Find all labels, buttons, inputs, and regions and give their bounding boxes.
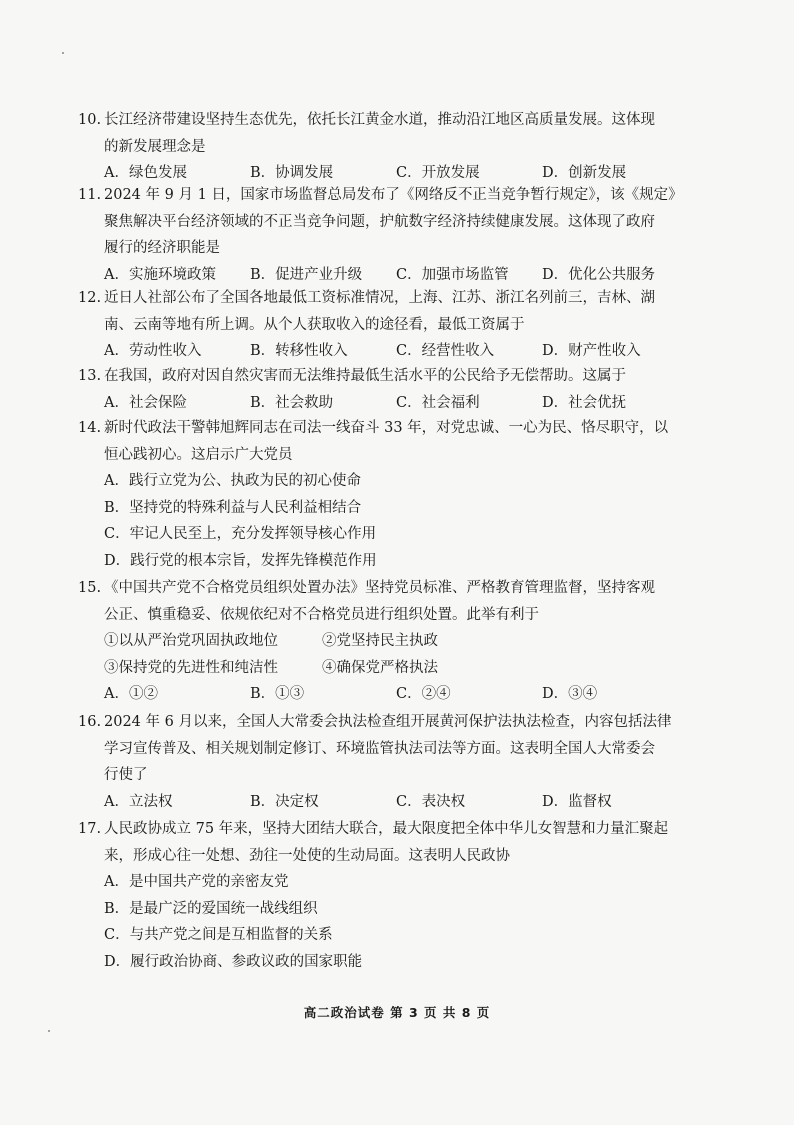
option-c: C．表决权 [396, 793, 466, 810]
question-11 [78, 182, 718, 288]
question-text: 南、云南等地有所上调。从个人获取收入的途径看，最低工资属于 [104, 316, 525, 333]
question-number: 16. [78, 714, 102, 730]
question-text: 行使了 [104, 767, 148, 783]
option-c: C．与共产党之间是互相监督的关系 [104, 927, 333, 943]
question-15 [78, 575, 718, 708]
option-a: A．实施环境政策 [104, 266, 216, 283]
question-number: 12. [78, 290, 102, 306]
question-14 [78, 415, 718, 574]
option-a: A．绿色发展 [104, 165, 187, 181]
option-d: D．③④ [542, 686, 598, 702]
question-text: 2024 年 9 月 1 日，国家市场监督总局发布了《网络反不正当竞争暂行规定》，该《规定》 [104, 187, 683, 203]
question-number: 13. [78, 368, 102, 384]
option-d: D．财产性收入 [542, 343, 641, 359]
question-number: 10. [78, 112, 102, 128]
question-text: 恒心践初心。这启示广大党员 [104, 446, 293, 463]
option-a: A．劳动性收入 [104, 343, 202, 359]
question-text: 聚焦解决平台经济领域的不正当竞争问题，护航数字经济持续健康发展。这体现了政府 [104, 213, 655, 230]
question-13 [78, 363, 718, 416]
question-text: 2024 年 6 月以来，全国人大常委会执法检查组开展黄河保护法执法检查，内容包括法律 [104, 714, 672, 730]
option-b: B．社会救助 [250, 394, 334, 411]
option-c: C．牢记人民至上，充分发挥领导核心作用 [104, 526, 377, 542]
question-text: 来，形成心往一处想、劲往一处使的生动局面。这表明人民政协 [104, 847, 510, 864]
statements [78, 655, 718, 682]
options [78, 681, 718, 708]
statement-1: ①以从严治党巩固执政地位 [104, 633, 278, 649]
option-a: A．社会保险 [104, 394, 187, 411]
question-text: 在我国，政府对因自然灾害而无法维持最低生活水平的公民给予无偿帮助。这属于 [104, 368, 626, 384]
option-c: C．②④ [396, 686, 451, 702]
option-a: A．立法权 [104, 793, 173, 810]
question-text: 履行的经济职能是 [104, 240, 220, 256]
option-a: A．①② [104, 686, 158, 702]
question-text: 人民政协成立 75 年来，坚持大团结大联合，最大限度把全体中华儿女智慧和力量汇聚起 [104, 821, 669, 837]
question-number: 14. [78, 420, 102, 436]
question-text: 公正、慎重稳妥、依规依纪对不合格党员进行组织处置。此举有利于 [104, 606, 539, 623]
question-text: 的新发展理念是 [104, 138, 206, 155]
option-d: D．监督权 [542, 793, 612, 810]
question-16 [78, 709, 718, 815]
option-c: C．开放发展 [396, 165, 480, 181]
option-d: D．创新发展 [542, 165, 627, 181]
option-d: D．履行政治协商、参政议政的国家职能 [104, 953, 363, 970]
question-number: 15. [78, 580, 102, 596]
question-text: 学习宣传普及、相关规划制定修订、环境监管执法司法等方面。这表明全国人大常委会 [104, 740, 655, 757]
option-d: D．践行党的根本宗旨，发挥先锋模范作用 [104, 552, 377, 569]
question-12 [78, 285, 718, 365]
options [78, 338, 718, 365]
question-17 [78, 816, 718, 975]
question-text: 《中国共产党不合格党员组织处置办法》坚持党员标准、严格教育管理监督，坚持客观 [104, 580, 655, 596]
option-b: B．坚持党的特殊利益与人民利益相结合 [104, 499, 362, 516]
statement-3: ③保持党的先进性和纯洁性 [104, 659, 278, 676]
options [78, 390, 718, 417]
option-b: B．协调发展 [250, 165, 334, 181]
option-b: B．转移性收入 [250, 343, 348, 359]
statements [78, 628, 718, 655]
option-a: A．践行立党为公、执政为民的初心使命 [104, 473, 361, 489]
scan-speck [48, 1030, 50, 1032]
option-b: B．①③ [250, 686, 305, 702]
statement-2: ②党坚持民主执政 [322, 633, 438, 649]
question-number: 17. [78, 821, 102, 837]
option-a: A．是中国共产党的亲密友党 [104, 874, 289, 890]
scan-speck [62, 52, 64, 54]
question-10 [78, 107, 718, 187]
question-number: 11. [78, 187, 102, 203]
page-footer: 高二政治试卷 第 3 页 共 8 页 [303, 1005, 491, 1020]
statement-4: ④确保党严格执法 [322, 659, 438, 676]
options [78, 789, 718, 816]
question-text: 长江经济带建设坚持生态优先，依托长江黄金水道，推动沿江地区高质量发展。这体现 [104, 112, 655, 128]
option-c: C．经营性收入 [396, 343, 495, 359]
option-d: D．社会优抚 [542, 394, 627, 411]
option-c: C．加强市场监管 [396, 266, 509, 283]
option-b: B．促进产业升级 [250, 266, 363, 283]
option-b: B．决定权 [250, 793, 319, 810]
option-c: C．社会福利 [396, 394, 480, 411]
question-text: 新时代政法干警韩旭辉同志在司法一线奋斗 33 年，对党忠诚、一心为民、恪尽职守，以 [104, 420, 669, 436]
question-text: 近日人社部公布了全国各地最低工资标准情况，上海、江苏、浙江名列前三，吉林、湖 [104, 290, 655, 306]
option-b: B．是最广泛的爱国统一战线组织 [104, 900, 318, 917]
option-d: D．优化公共服务 [542, 266, 656, 283]
